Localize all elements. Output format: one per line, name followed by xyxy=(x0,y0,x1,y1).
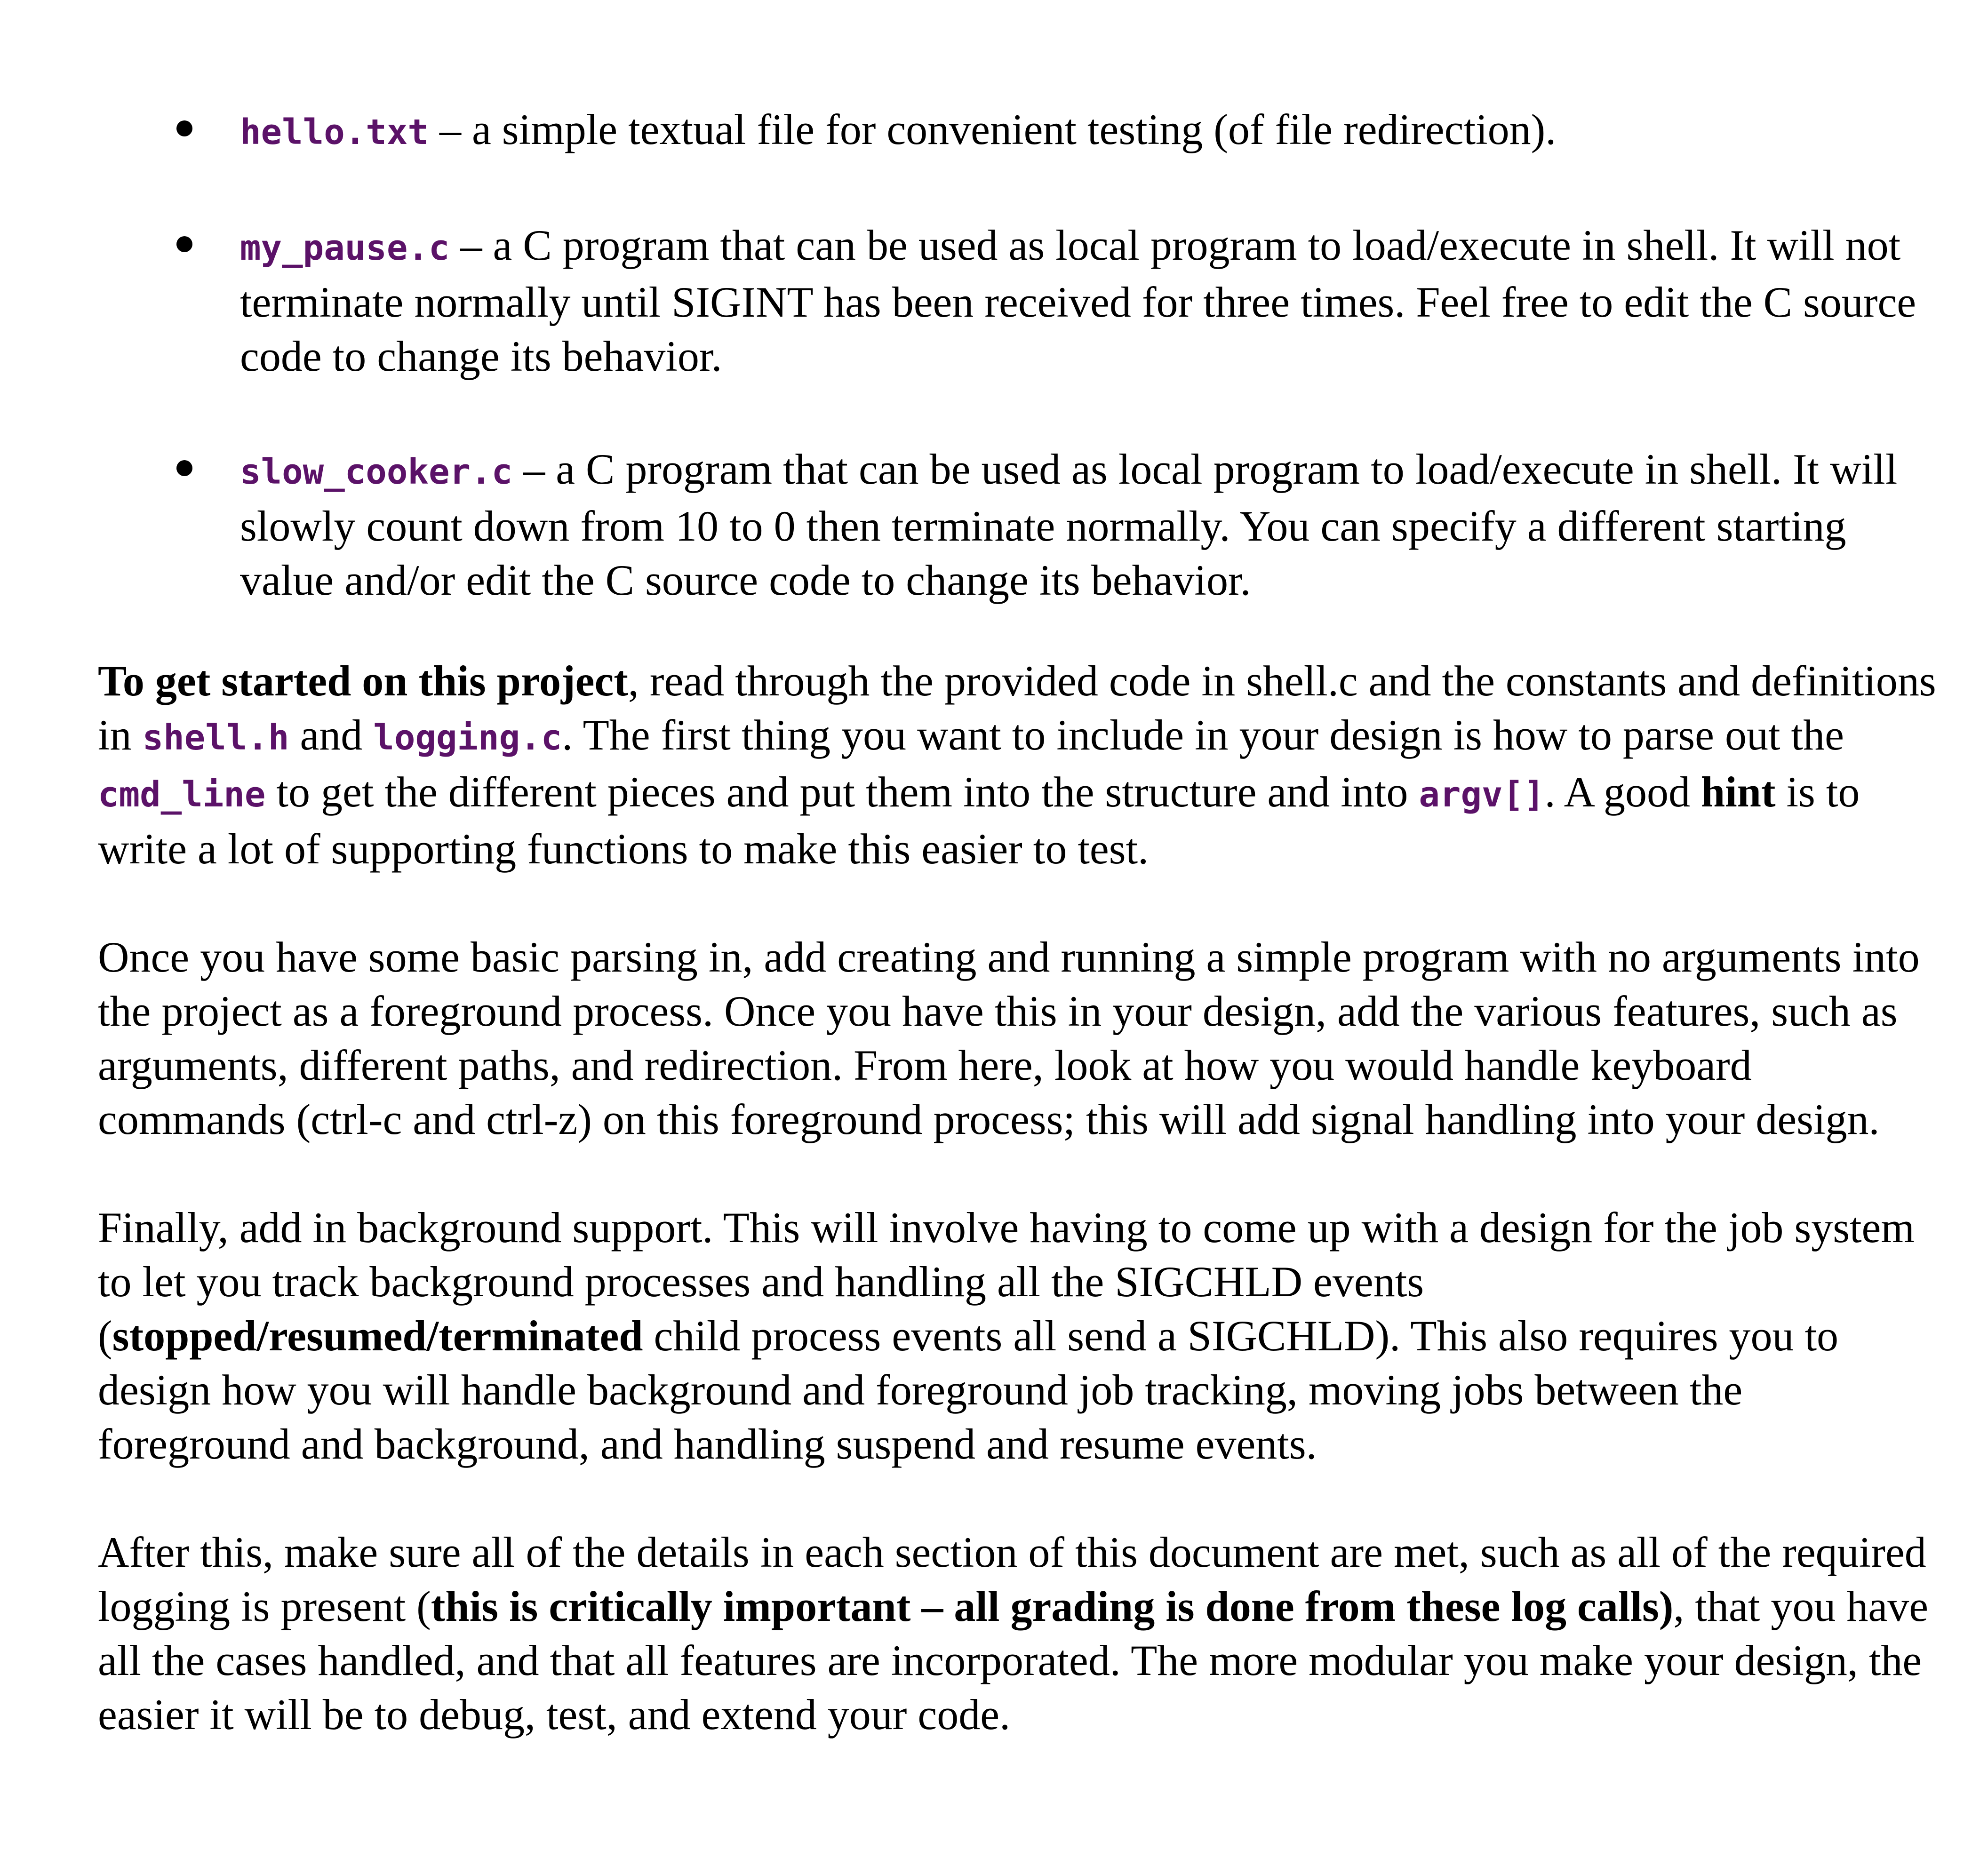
list-item-text xyxy=(240,103,1939,159)
list-item-description: – a simple textual file for convenient testing (of file redirection). xyxy=(428,105,1557,153)
paragraph-text: Finally, add in background support. This will involve having to come up with a design for the job system to let you track background processes and handling all the SIGCHLD events ( xyxy=(98,1204,1915,1360)
paragraph-text: . A good xyxy=(1544,768,1701,816)
bold-hint: hint xyxy=(1701,768,1776,816)
list-item-text xyxy=(240,442,1939,607)
body-text xyxy=(98,654,1942,1796)
list-item-description: – a C program that can be used as local program to load/execute in shell. It will slowly count down from 10 to 0 then terminate normally. You can specify a different starting value and/or edit the C source code to change its behavior. xyxy=(240,445,1898,604)
paragraph-final-checks xyxy=(98,1525,1942,1742)
paragraph-lead: To get started on this project xyxy=(98,657,628,705)
paragraph-parsing xyxy=(98,930,1942,1147)
list-item-text xyxy=(240,218,1939,383)
bullet-icon xyxy=(176,460,192,476)
filename-my-pause-c: my_pause.c xyxy=(240,228,450,268)
filename-slow-cooker-c: slow_cooker.c xyxy=(240,452,513,492)
paragraph-text: Once you have some basic parsing in, add creating and running a simple program with no arguments into the project as a foreground process. Once you have this in your design, add the various features, such as arguments, different paths, and redirection. From here, look at how you would handle keyboard commands (ctrl-c and ctrl-z) on this foreground process; this will add signal handling into your design. xyxy=(98,933,1920,1143)
paragraph-text: , that you have all the cases handled, and that all features are incorporated. The more modular you make your design, the easier it will be to debug, test, and extend your code. xyxy=(98,1582,1929,1738)
list-item-description: – a C program that can be used as local program to load/execute in shell. It will not terminate normally until SIGINT has been received for three times. Feel free to edit the C source code to change its behavior. xyxy=(240,221,1916,380)
filename-hello-txt: hello.txt xyxy=(240,112,429,152)
file-list xyxy=(0,103,1988,607)
bold-process-events: stopped/resumed/terminated xyxy=(112,1312,643,1360)
paragraph-text: After this, make sure all of the details in each section of this document are met, such as all of the required logging is present ( xyxy=(98,1528,1926,1630)
paragraph-background-support xyxy=(98,1201,1942,1471)
list-item xyxy=(0,218,1988,383)
bold-logging-warning: this is critically important – all grading is done from these log calls) xyxy=(431,1582,1674,1630)
paragraph-text: is to write a lot of supporting functions to make this easier to test. xyxy=(98,768,1860,873)
bullet-icon xyxy=(176,236,192,252)
code-logging-c: logging.c xyxy=(373,718,562,758)
code-shell-h: shell.h xyxy=(142,718,289,758)
paragraph-getting-started xyxy=(98,654,1942,876)
paragraph-text: child process events all send a SIGCHLD). This also requires you to design how you will handle background and foreground job tracking, moving jobs between the foreground and background, and handling suspend and resume events. xyxy=(98,1312,1839,1468)
paragraph-text: . The first thing you want to include in your design is how to parse out the xyxy=(562,711,1844,759)
list-item xyxy=(0,442,1988,607)
paragraph-text: to get the different pieces and put them into the structure and into xyxy=(265,768,1419,816)
paragraph-text: and xyxy=(289,711,374,759)
paragraph-text: , read through the provided code in shell.c and the constants and definitions in xyxy=(98,657,1936,759)
bullet-icon xyxy=(176,120,192,136)
list-item xyxy=(0,103,1988,159)
code-argv: argv[] xyxy=(1419,774,1545,815)
code-cmd-line: cmd_line xyxy=(98,774,266,815)
